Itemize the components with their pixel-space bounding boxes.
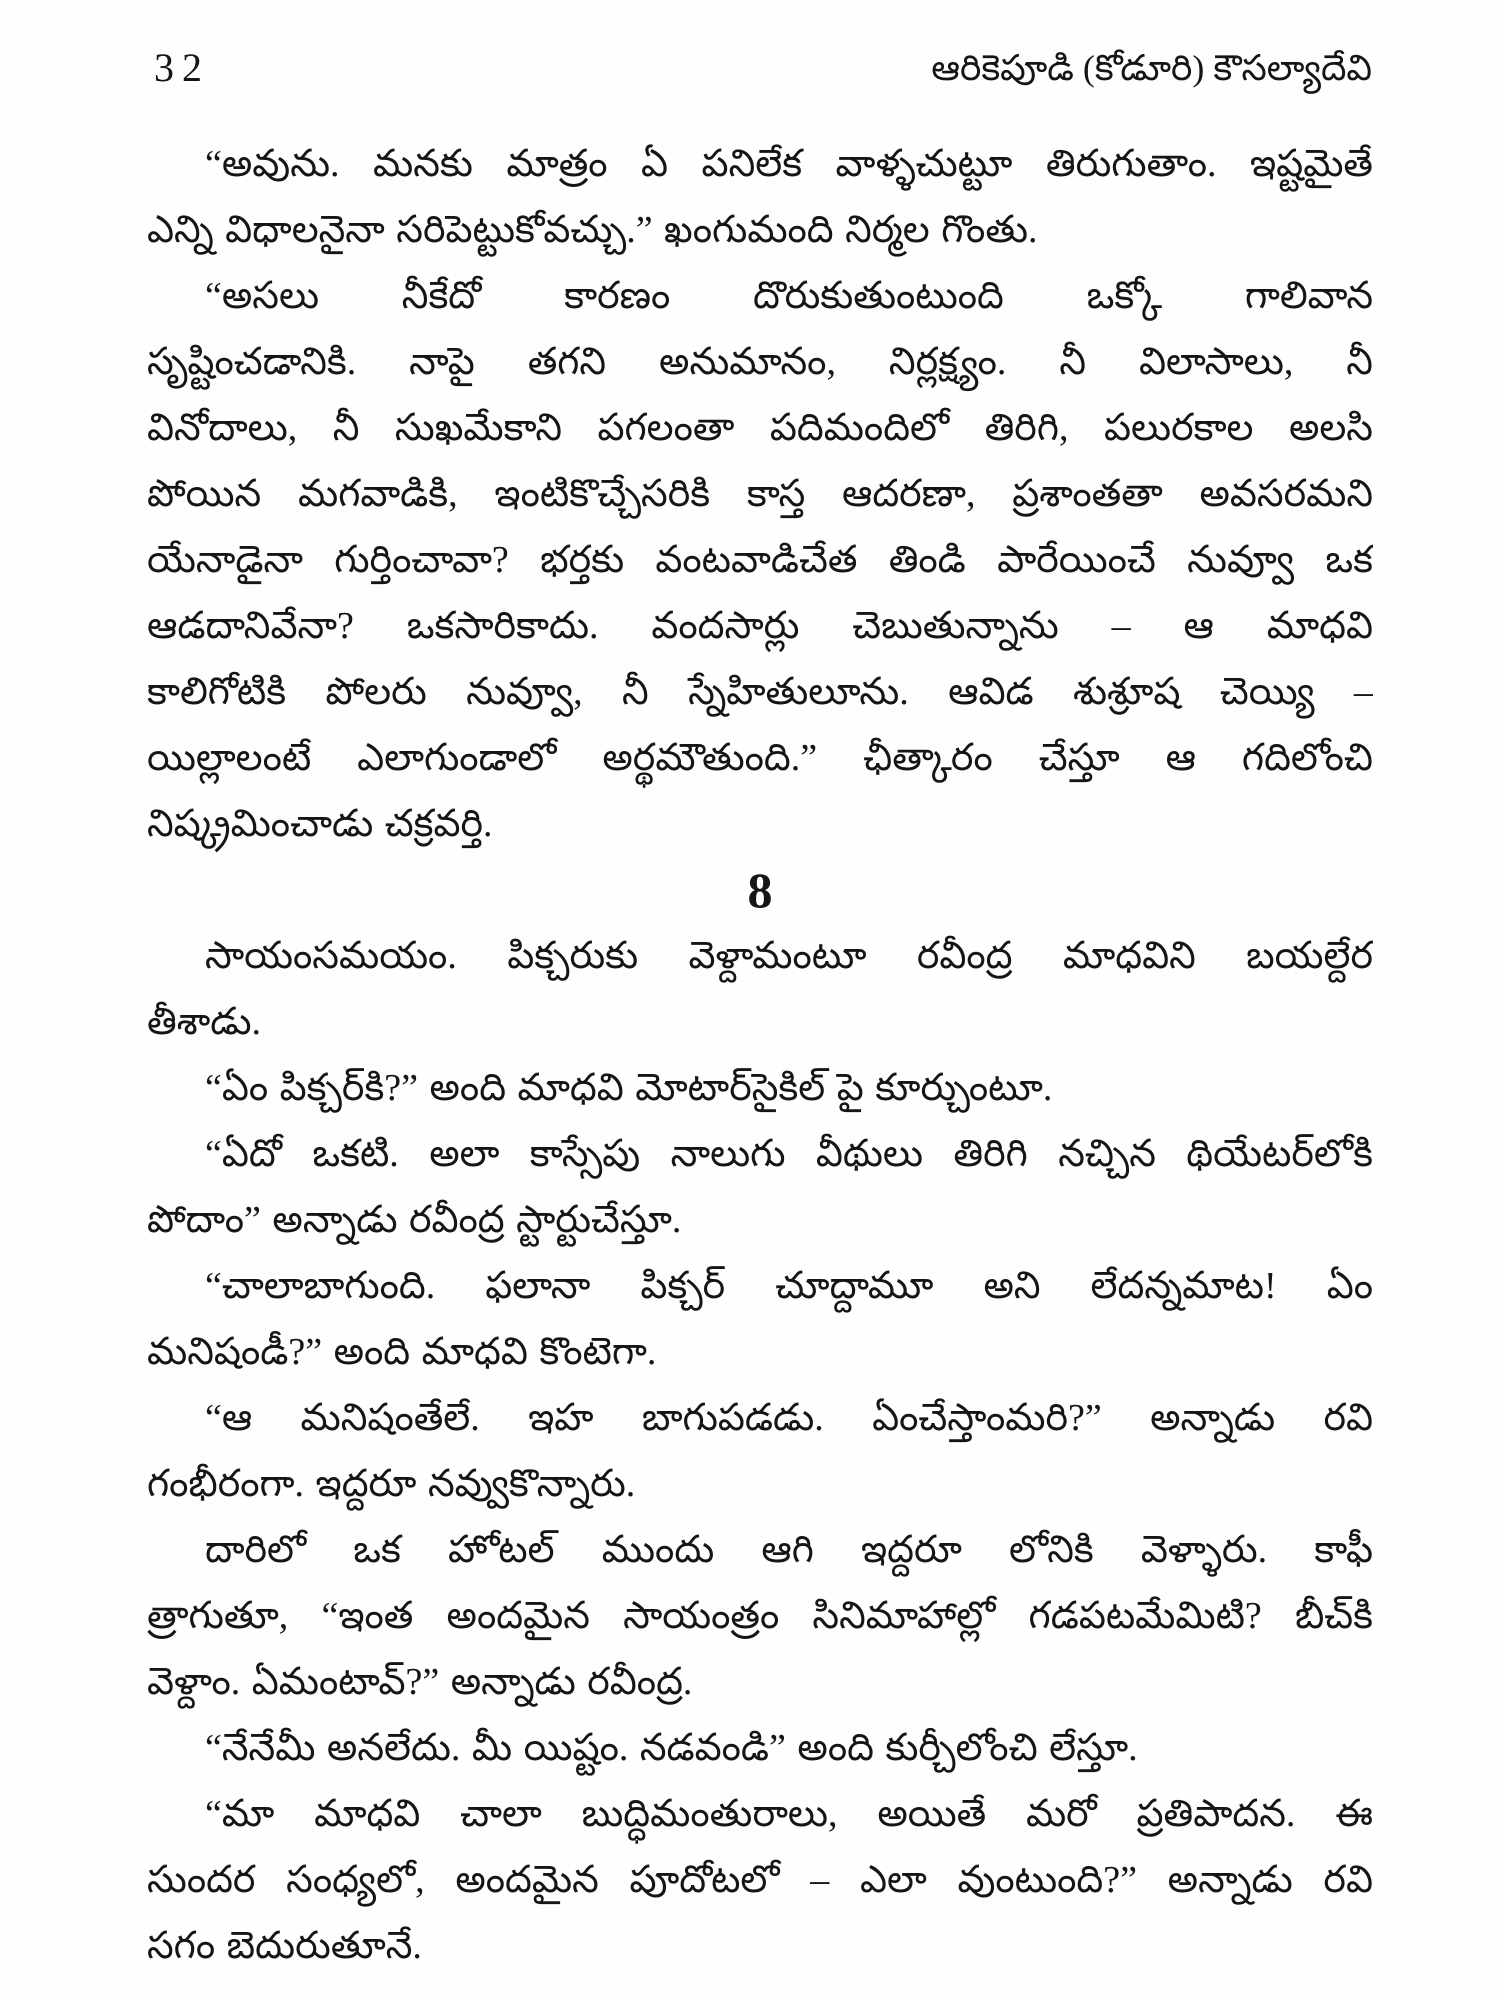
paragraph (147, 131, 1373, 263)
text-line: “నేనేమీ అనలేదు. మీ యిష్టం. నడవండి” అంది కుర్చీలోంచి లేస్తూ. (205, 1727, 1138, 1769)
text-line: యేనాడైనా గుర్తించావా? భర్తకు వంటవాడిచేత తిండి పారేయించే నువ్వూ ఒక (147, 539, 1373, 581)
running-title: ఆరికెపూడి (కోడూరి) కౌసల్యాదేవి (931, 48, 1372, 88)
text-line: పోయిన మగవాడికి, ఇంటికొచ్చేసరికి కాస్త ఆదరణా, ప్రశాంతతా అవసరమని (147, 473, 1373, 515)
paragraph (147, 923, 1373, 1055)
page-number: 32 (154, 45, 210, 90)
text-line: “అసలు నీకేదో కారణం దొరుకుతుంటుంది ఒక్కో గాలివాన (205, 275, 1373, 317)
page-header (154, 36, 1372, 100)
text-line: వినోదాలు, నీ సుఖమేకాని పగలంతా పదిమందిలో తిరిగి, పలురకాల అలసి (147, 407, 1373, 449)
paragraph (147, 263, 1373, 857)
paragraph (147, 1781, 1373, 1979)
text-line: తీశాడు. (147, 1001, 262, 1043)
text-line: “ఏం పిక్చర్‌కి?” అంది మాధవి మోటార్‌సైకిల్ పై కూర్చుంటూ. (205, 1067, 1053, 1109)
text-line: ఎన్ని విధాలనైనా సరిపెట్టుకోవచ్చు.” ఖంగుమంది నిర్మల గొంతు. (147, 209, 1038, 251)
paragraph (147, 1517, 1373, 1715)
text-line: సృష్టించడానికి. నాపై తగని అనుమానం, నిర్లక్ష్యం. నీ విలాసాలు, నీ (147, 341, 1373, 383)
text-line: “మా మాధవి చాలా బుద్ధిమంతురాలు, అయితే మరో ప్రతిపాదన. ఈ (205, 1793, 1373, 1835)
text-line: సాయంసమయం. పిక్చరుకు వెళ్దామంటూ రవీంద్ర మాధవిని బయల్దేర (205, 935, 1373, 977)
text-line: గంభీరంగా. ఇద్దరూ నవ్వుకొన్నారు. (147, 1463, 636, 1505)
text-line: “అవును. మనకు మాత్రం ఏ పనిలేక వాళ్ళచుట్టూ తిరుగుతాం. ఇష్టమైతే (205, 143, 1373, 185)
text-line: “ఏదో ఒకటి. అలా కాస్సేపు నాలుగు వీథులు తిరిగి నచ్చిన థియేటర్‌లోకి (205, 1133, 1373, 1175)
text-line: మనిషండీ?” అంది మాధవి కొంటెగా. (147, 1331, 657, 1373)
paragraph (147, 1385, 1373, 1517)
text-line: సుందర సంధ్యలో, అందమైన పూదోటలో – ఎలా వుంటుంది?” అన్నాడు రవి (147, 1859, 1373, 1901)
text-line: సగం బెదురుతూనే. (147, 1925, 422, 1967)
paragraph (147, 1121, 1373, 1253)
text-line: పోదాం” అన్నాడు రవీంద్ర స్టార్టుచేస్తూ. (147, 1199, 682, 1241)
page-body (147, 131, 1373, 1979)
text-line: కాలిగోటికి పోలరు నువ్వూ, నీ స్నేహితులూను. ఆవిడ శుశ్రూష చెయ్యి – (147, 671, 1373, 713)
chapter-number: 8 (747, 862, 773, 918)
text-line: నిష్క్రమించాడు చక్రవర్తి. (147, 803, 493, 845)
text-line: “ఆ మనిషంతేలే. ఇహ బాగుపడడు. ఏంచేస్తాంమరి?” అన్నాడు రవి (205, 1397, 1373, 1439)
paragraph (147, 1715, 1373, 1781)
paragraph (147, 1055, 1373, 1121)
paragraph (147, 1253, 1373, 1385)
text-line: ఆడదానివేనా? ఒకసారికాదు. వందసార్లు చెబుతున్నాను – ఆ మాధవి (147, 605, 1373, 647)
text-line: వెళ్దాం. ఏమంటావ్?” అన్నాడు రవీంద్ర. (147, 1661, 693, 1703)
text-line: త్రాగుతూ, “ఇంత అందమైన సాయంత్రం సినిమాహాల్లో గడపటమేమిటి? బీచ్‌కి (147, 1595, 1373, 1637)
text-line: “చాలాబాగుంది. ఫలానా పిక్చర్ చూద్దామూ అని లేదన్నమాట! ఏం (205, 1265, 1373, 1307)
text-line: దారిలో ఒక హోటల్ ముందు ఆగి ఇద్దరూ లోనికి వెళ్ళారు. కాఫీ (205, 1529, 1373, 1571)
text-line: యిల్లాలంటే ఎలాగుండాలో అర్థమౌతుంది.” ఛీత్కారం చేస్తూ ఆ గదిలోంచి (147, 737, 1373, 779)
